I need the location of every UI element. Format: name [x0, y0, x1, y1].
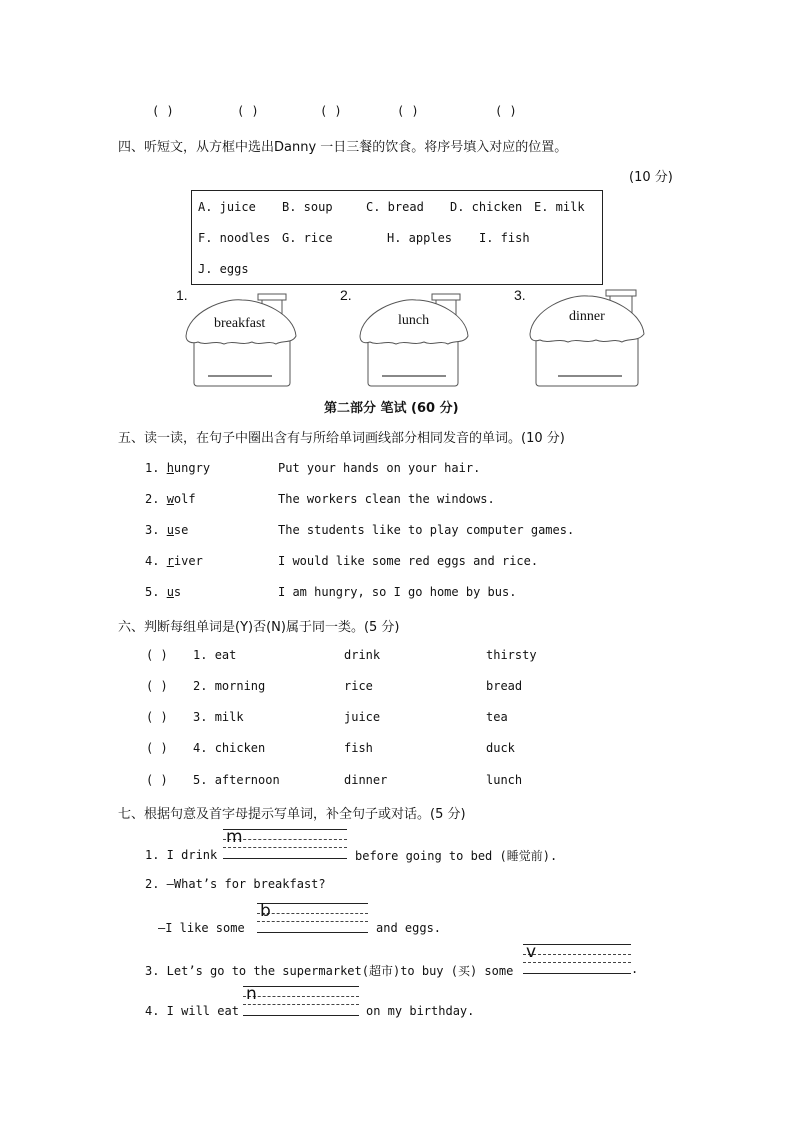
option-j: J. eggs	[198, 262, 249, 276]
answer-paren-5[interactable]: ( )	[495, 104, 517, 118]
option-f: F. noodles	[198, 231, 271, 245]
s6-row-3-word2: juice	[344, 710, 381, 724]
s7-q1-before: 1. I drink	[145, 848, 218, 862]
s6-row-2-paren[interactable]: ( )	[146, 679, 168, 693]
s7-q4-after: on my birthday.	[366, 1004, 475, 1018]
s7-q3-hint-letter: v	[526, 942, 537, 962]
s6-row-1-paren[interactable]: ( )	[146, 648, 168, 662]
s6-row-5-word3: lunch	[486, 773, 523, 787]
option-e: E. milk	[534, 200, 585, 214]
house-label-breakfast: breakfast	[214, 316, 266, 331]
option-c: C. bread	[366, 200, 424, 214]
option-d: D. chicken	[450, 200, 523, 214]
answer-paren-1[interactable]: ( )	[152, 104, 174, 118]
option-a: A. juice	[198, 200, 256, 214]
answer-paren-3[interactable]: ( )	[320, 104, 342, 118]
s6-row-3-word1: 3. milk	[193, 710, 244, 724]
s6-row-3-paren[interactable]: ( )	[146, 710, 168, 724]
section4-title: 四、听短文，从方框中选出Danny 一日三餐的饮食。将序号填入对应的位置。	[118, 140, 568, 155]
s5-item-3-word: 3. use	[145, 523, 189, 537]
option-h: H. apples	[387, 231, 453, 245]
s5-item-5-word: 5. us	[145, 585, 182, 599]
part2-heading: 第二部分 笔试 (60 分)	[324, 401, 459, 416]
s7-q2-after: and eggs.	[376, 921, 442, 935]
section6-title: 六、判断每组单词是(Y)否(N)属于同一类。(5 分)	[118, 620, 400, 635]
section7-title: 七、根据句意及首字母提示写单词，补全句子或对话。(5 分)	[118, 807, 466, 822]
s6-row-4-word3: duck	[486, 741, 515, 755]
s7-q2-line1: 2. —What’s for breakfast?	[145, 877, 326, 891]
s5-item-1-sentence[interactable]: Put your hands on your hair.	[278, 461, 481, 475]
s7-q1-after: before going to bed (睡觉前).	[355, 849, 558, 863]
house-number-1: 1.	[176, 287, 188, 303]
house-number-2: 2.	[340, 287, 352, 303]
s6-row-1-word1: 1. eat	[193, 648, 237, 662]
s7-q3-after: .	[631, 962, 639, 976]
s5-item-2-sentence[interactable]: The workers clean the windows.	[278, 492, 495, 506]
s6-row-1-word2: drink	[344, 648, 381, 662]
s6-row-2-word1: 2. morning	[193, 679, 266, 693]
s7-q1-write-box[interactable]	[223, 829, 347, 859]
s5-item-4-sentence[interactable]: I would like some red eggs and rice.	[278, 554, 539, 568]
house-dinner-icon	[528, 288, 646, 388]
s7-q1-hint-letter: m	[226, 827, 243, 847]
s7-q2-before: —I like some	[158, 921, 245, 935]
option-i: I. fish	[479, 231, 530, 245]
answer-paren-2[interactable]: ( )	[237, 104, 259, 118]
house-lunch-icon	[358, 292, 474, 388]
s7-q4-hint-letter: n	[246, 984, 257, 1004]
s5-item-4-word: 4. river	[145, 554, 203, 568]
s5-item-5-sentence[interactable]: I am hungry, so I go home by bus.	[278, 585, 517, 599]
s7-q2-write-box[interactable]	[257, 903, 368, 933]
s6-row-1-word3: thirsty	[486, 648, 537, 662]
s5-item-2-word: 2. wolf	[145, 492, 196, 506]
s6-row-5-word2: dinner	[344, 773, 388, 787]
option-b: B. soup	[282, 200, 333, 214]
s6-row-2-word2: rice	[344, 679, 373, 693]
house-breakfast-icon	[184, 292, 300, 388]
s7-q4-before: 4. I will eat	[145, 1004, 239, 1018]
s7-q3-write-box[interactable]	[523, 944, 631, 974]
answer-paren-4[interactable]: ( )	[397, 104, 419, 118]
s7-q3-before: 3. Let’s go to the supermarket(超市)to buy (买) some	[145, 964, 514, 978]
section4-score: (10 分)	[629, 170, 673, 185]
s6-row-4-word2: fish	[344, 741, 373, 755]
s6-row-4-word1: 4. chicken	[193, 741, 266, 755]
s7-q4-write-box[interactable]	[243, 986, 359, 1016]
s6-row-3-word3: tea	[486, 710, 508, 724]
s5-item-1-word: 1. hungry	[145, 461, 211, 475]
option-g: G. rice	[282, 231, 333, 245]
house-label-lunch: lunch	[398, 313, 430, 328]
house-number-3: 3.	[514, 287, 526, 303]
s7-q2-hint-letter: b	[260, 901, 271, 921]
section5-title: 五、读一读，在句子中圈出含有与所给单词画线部分相同发音的单词。(10 分)	[118, 431, 565, 446]
s6-row-5-word1: 5. afternoon	[193, 773, 280, 787]
s6-row-2-word3: bread	[486, 679, 523, 693]
house-label-dinner: dinner	[569, 309, 605, 324]
s6-row-4-paren[interactable]: ( )	[146, 741, 168, 755]
s5-item-3-sentence[interactable]: The students like to play computer games.	[278, 523, 575, 537]
s6-row-5-paren[interactable]: ( )	[146, 773, 168, 787]
